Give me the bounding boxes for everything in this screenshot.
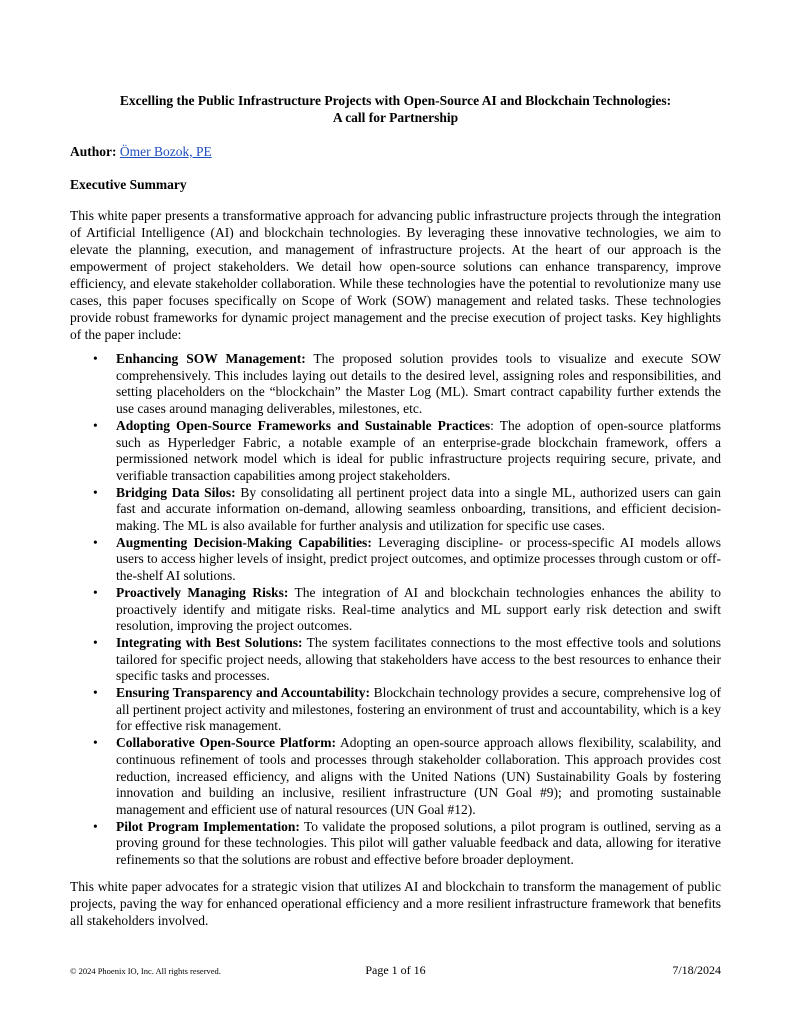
list-item-title: Adopting Open-Source Frameworks and Sustainable Practices: [116, 417, 491, 433]
list-item-text: : The adoption of open-source platforms such as Hyperledger Fabric, a notable example of an enterprise-grade blockchain framework, offers a permissioned network model which is ideal for public infrastructure projects requiring secure, private, and verifiable transaction capabilities among project stakeholders.: [116, 417, 721, 483]
list-item-title: Enhancing SOW Management:: [116, 351, 306, 366]
list-item-title: Collaborative Open-Source Platform:: [116, 735, 336, 751]
bullet-icon: •: [93, 818, 98, 834]
page-footer: [70, 963, 721, 979]
list-item: [93, 635, 721, 685]
list-item-title: Integrating with Best Solutions:: [116, 634, 303, 650]
footer-date: 7/18/2024: [672, 963, 721, 977]
list-item-text: The proposed solution provides tools to visualize and execute SOW comprehensively. This includes laying out details to the desired level, assigning roles and responsibilities, and setting placeholders on the “blockchain” the Master Log (ML). Smart contract capability further extends the use cases around managing deliverables, milestones, etc.: [116, 351, 721, 417]
document-title: [70, 92, 721, 126]
bullet-icon: •: [93, 634, 98, 650]
list-item: [93, 685, 721, 735]
author-name-link[interactable]: Ömer Bozok, PE: [119, 144, 212, 159]
list-item: [93, 819, 721, 869]
bullet-icon: •: [93, 685, 98, 701]
list-item-text: The system facilitates connections to the most effective tools and solutions tailored for specific project needs, allowing that stakeholders have access to the best resources to enhance their specific tasks and processes.: [116, 634, 722, 684]
list-item-title: Pilot Program Implementation:: [116, 818, 300, 834]
list-item-text: Adopting an open-source approach allows flexibility, scalability, and continuous refinement of tools and processes through stakeholder collaboration. This approach provides cost reduction, increased efficiency, and aligns with the United Nations (UN) Sustainability Goals by fostering innovation and building an inclusive, resilient infrastructure (UN Goal #9); and promoting sustainable management and efficient use of natural resources (UN Goal #12).: [116, 735, 721, 817]
highlights-list: [93, 351, 721, 869]
list-item: [93, 735, 721, 819]
list-item-text: Blockchain technology provides a secure, comprehensive log of all pertinent project activity and milestones, fostering an environment of trust and accountability, which is a key for effective risk management.: [116, 685, 721, 734]
list-item-title: Bridging Data Silos:: [116, 484, 236, 500]
bullet-icon: •: [93, 534, 98, 550]
page-number: Page 1 of 16: [365, 963, 426, 977]
section-heading: Executive Summary: [70, 177, 187, 192]
list-item-text: By consolidating all pertinent project data into a single ML, authorized users can gain fast and accurate information on-demand, allowing seamless onboarding, transitions, and efficient decision-making. The ML is also available for further analysis and utilization for specific use cases.: [116, 484, 721, 534]
list-item-text: Leveraging discipline- or process-specific AI models allows users to access higher levels of insight, predict project outcomes, and optimize processes through custom or off-the-shelf AI solutions.: [116, 534, 721, 584]
author-line: [70, 143, 212, 160]
list-item-title: Proactively Managing Risks:: [116, 584, 289, 600]
list-item: [93, 585, 721, 635]
copyright-notice: © 2024 Phoenix IO, Inc. All rights reserved.: [70, 966, 221, 976]
list-item-text: To validate the proposed solutions, a pilot program is outlined, serving as a proving ground for these technologies. This pilot will gather valuable feedback and data, allowing for iterative refinements so that the solutions are robust and effective before broader deployment.: [116, 818, 721, 868]
author-label: Author:: [70, 144, 117, 159]
bullet-icon: •: [93, 584, 98, 600]
list-item: [93, 535, 721, 585]
list-item-title: Augmenting Decision-Making Capabilities:: [116, 534, 372, 550]
title-line-2: A call for Partnership: [332, 110, 459, 125]
intro-paragraph: This white paper presents a transformative approach for advancing public infrastructure projects through the integration of Artificial Intelligence (AI) and blockchain technologies. By leveraging these innovative technologies, we aim to elevate the planning, execution, and management of infrastructure projects. At the heart of our approach is the empowerment of project stakeholders. We detail how open-source solutions can enhance transparency, improve efficiency, and elevate stakeholder collaboration. While these technologies have the potential to revolutionize many use cases, this paper focuses specifically on Scope of Work (SOW) management and related tasks. These technologies provide robust frameworks for dynamic project management and the precise execution of project tasks. Key highlights of the paper include:: [70, 208, 721, 342]
list-item: [93, 418, 721, 485]
bullet-icon: •: [93, 484, 98, 500]
list-item-title: Ensuring Transparency and Accountability:: [116, 685, 370, 701]
list-item-text: The integration of AI and blockchain technologies enhances the ability to proactively identify and mitigate risks. Real-time analytics and ML support early risk detection and swift resolution, improving the project outcomes.: [116, 584, 721, 634]
list-item: [93, 351, 721, 418]
bullet-icon: •: [93, 417, 98, 433]
bullet-icon: •: [93, 351, 98, 366]
bullet-icon: •: [93, 735, 98, 751]
list-item: [93, 485, 721, 535]
closing-paragraph: This white paper advocates for a strategic vision that utilizes AI and blockchain to transform the management of public projects, paving the way for enhanced operational efficiency and a more resilient infrastructure framework that benefits all stakeholders involved.: [70, 879, 721, 928]
title-line-1: Excelling the Public Infrastructure Projects with Open-Source AI and Blockchain Technologies:: [119, 93, 672, 108]
